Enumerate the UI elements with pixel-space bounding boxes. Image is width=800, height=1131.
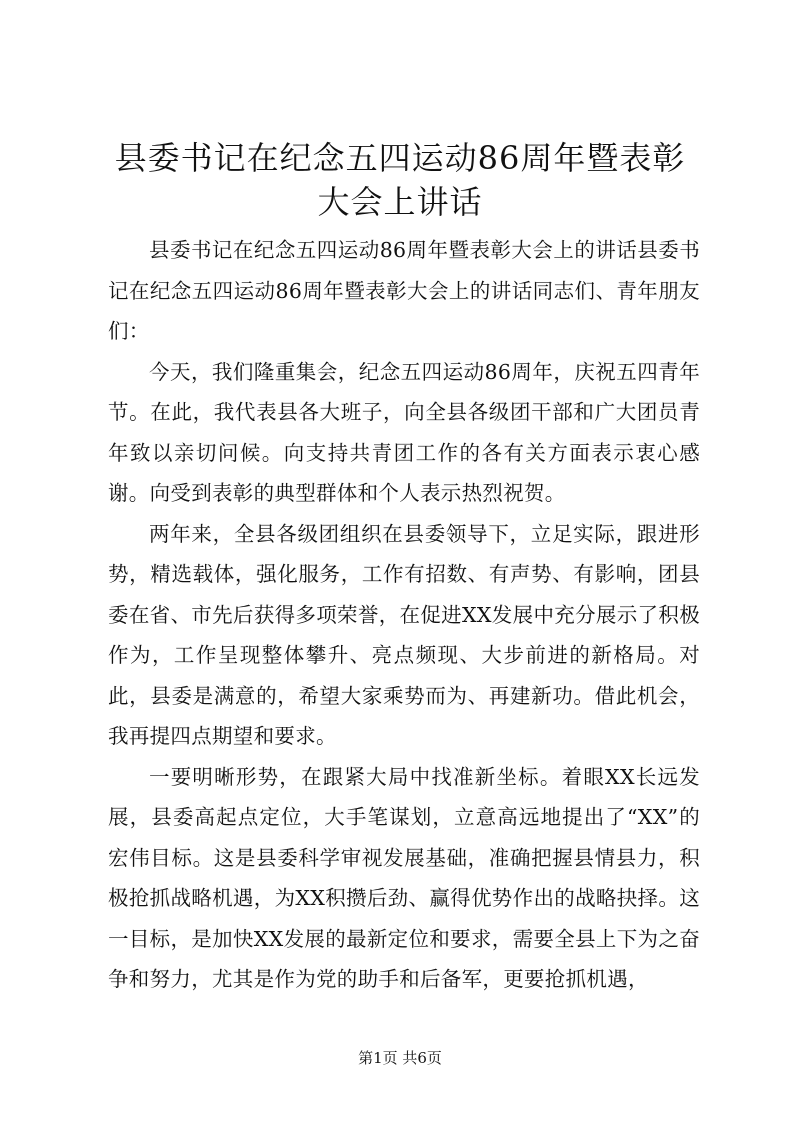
page-number-footer: 第1页 共6页: [358, 1049, 442, 1067]
paragraph: 今天，我们隆重集会，纪念五四运动86周年，庆祝五四青年节。在此，我代表县各大班子，向全县各级团干部和广大团员青年致以亲切问候。向支持共青团工作的各有关方面表示衷心感谢。向受到表彰的典型群体和个人表示热烈祝贺。: [108, 359, 700, 505]
document-title: 县委书记在纪念五四运动86周年暨表彰大会上讲话: [114, 139, 686, 221]
paragraph: 两年来，全县各级团组织在县委领导下，立足实际，跟进形势，精选载体，强化服务，工作有招数、有声势、有影响，团县委在省、市先后获得多项荣誉，在促进XX发展中充分展示了积极作为，工作呈现整体攀升、亮点频现、大步前进的新格局。对此，县委是满意的，希望大家乘势而为、再建新功。借此机会，我再提四点期望和要求。: [108, 521, 700, 748]
document-body: [108, 230, 700, 1000]
paragraph: 县委书记在纪念五四运动86周年暨表彰大会上的讲话县委书记在纪念五四运动86周年暨表彰大会上的讲话同志们、青年朋友们：: [108, 238, 700, 343]
paragraph: 一要明晰形势，在跟紧大局中找准新坐标。着眼XX长远发展，县委高起点定位，大手笔谋划，立意高远地提出了“XX”的宏伟目标。这是县委科学审视发展基础，准确把握县情县力，积极抢抓战略机遇，为XX积攒后劲、赢得优势作出的战略抉择。这一目标，是加快XX发展的最新定位和要求，需要全县上下为之奋争和努力，尤其是作为党的助手和后备军，更要抢抓机遇，: [108, 764, 700, 991]
